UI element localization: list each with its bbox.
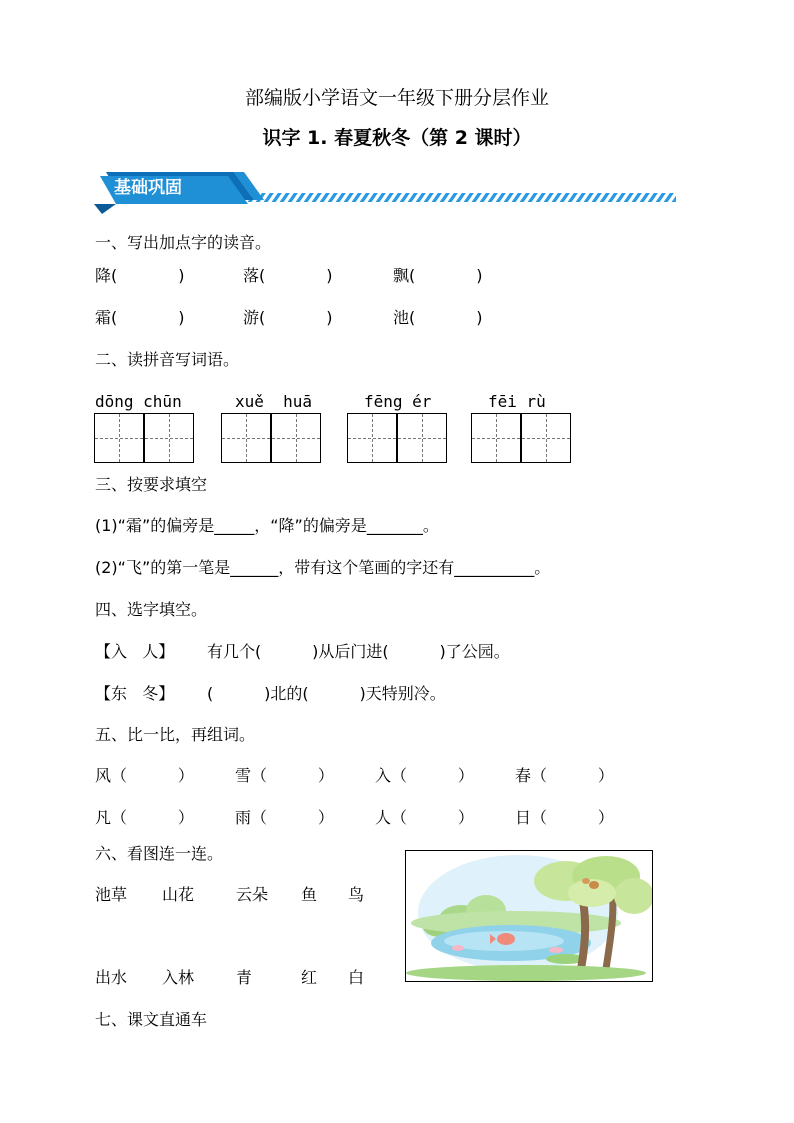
q1-item: 霜( ) [95, 308, 185, 327]
q5-item: 入（ ） [375, 766, 474, 785]
pond-illustration [405, 850, 653, 982]
q4-heading: 四、选字填空。 [95, 600, 208, 619]
q5-item: 人（ ） [375, 808, 474, 827]
lesson-title: 识字 1. 春夏秋冬（第 2 课时） [262, 127, 532, 149]
q6-word[interactable]: 池草 [95, 885, 128, 904]
writing-grid[interactable] [471, 413, 573, 463]
q3-line: (1)“霜”的偏旁是_____，“降”的偏旁是_______。 [95, 516, 439, 535]
q5-item: 凡（ ） [95, 808, 194, 827]
q6-word[interactable]: 鸟 [348, 885, 365, 904]
writing-grid[interactable] [94, 413, 196, 463]
q7-heading: 七、课文直通车 [95, 1010, 208, 1029]
q6-word[interactable]: 红 [301, 968, 318, 987]
q6-word[interactable]: 鱼 [301, 885, 318, 904]
q4-sentence: ( )北的( )天特别冷。 [207, 684, 446, 703]
q5-item: 春（ ） [515, 766, 614, 785]
q3-heading: 三、按要求填空 [95, 475, 208, 494]
q6-word[interactable]: 青 [236, 968, 253, 987]
q2-heading: 二、读拼音写词语。 [95, 350, 240, 369]
q1-heading: 一、写出加点字的读音。 [95, 233, 272, 252]
q1-item: 落( ) [243, 266, 333, 285]
q1-item: 降( ) [95, 266, 185, 285]
pinyin-label: dōng chūn [95, 392, 182, 411]
q4-choice: 【入 人】 [95, 642, 175, 661]
pond-scene-image [406, 851, 652, 981]
q5-heading: 五、比一比，再组词。 [95, 725, 256, 744]
section-banner-label: 基础巩固 [114, 178, 182, 198]
pinyin-label: xuě huā [235, 392, 313, 411]
q6-word[interactable]: 白 [348, 968, 365, 987]
q6-word[interactable]: 山花 [162, 885, 195, 904]
writing-grid[interactable] [347, 413, 449, 463]
q1-item: 飘( ) [393, 266, 483, 285]
q5-item: 雪（ ） [235, 766, 334, 785]
writing-grid[interactable] [221, 413, 323, 463]
q6-heading: 六、看图连一连。 [95, 844, 224, 863]
q4-sentence: 有几个( )从后门进( )了公园。 [207, 642, 510, 661]
q5-item: 风（ ） [95, 766, 194, 785]
q3-line: (2)“飞”的第一笔是______，带有这个笔画的字还有__________。 [95, 558, 551, 577]
q6-word[interactable]: 入林 [162, 968, 195, 987]
pinyin-label: fēi rù [488, 392, 546, 411]
pinyin-label: fēng ér [364, 392, 432, 411]
q1-item: 池( ) [393, 308, 483, 327]
q5-item: 日（ ） [515, 808, 614, 827]
document-title: 部编版小学语文一年级下册分层作业 [244, 87, 549, 109]
q1-item: 游( ) [243, 308, 333, 327]
q6-word[interactable]: 出水 [95, 968, 128, 987]
q4-choice: 【东 冬】 [95, 684, 175, 703]
q5-item: 雨（ ） [235, 808, 334, 827]
q6-word[interactable]: 云朵 [236, 885, 269, 904]
